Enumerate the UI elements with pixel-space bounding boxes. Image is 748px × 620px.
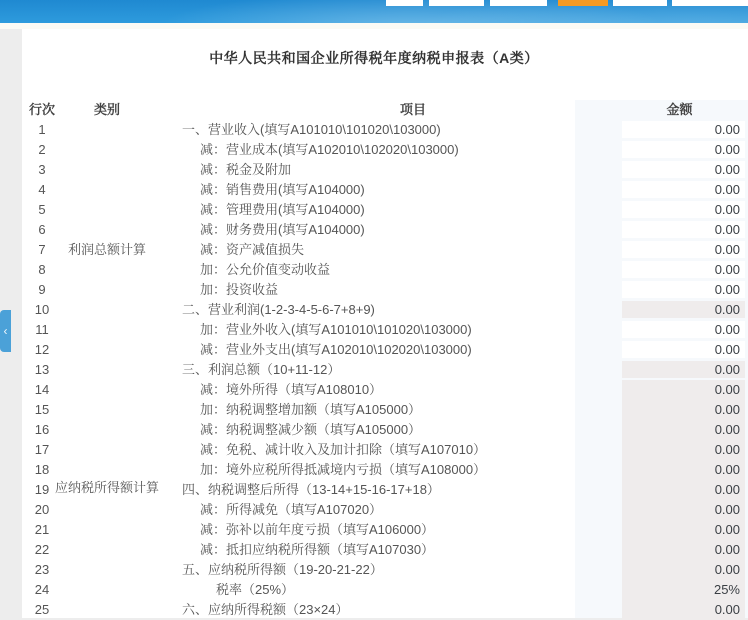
- table-row: [0, 300, 748, 320]
- row-number: 24: [34, 582, 50, 597]
- amount-input[interactable]: 0.00: [622, 261, 745, 278]
- item-label: 减：境外所得（填写A108010）: [200, 382, 383, 397]
- table-row: [0, 340, 748, 360]
- amount-input[interactable]: 0.00: [622, 181, 745, 198]
- table-row: [0, 360, 748, 380]
- category-label-taxable-income: 应纳税所得额计算: [54, 480, 159, 495]
- table-row: [0, 580, 748, 600]
- table-row: [0, 540, 748, 560]
- table-row: [0, 380, 748, 400]
- row-number: 16: [34, 422, 50, 437]
- amount-readonly: 0.00: [622, 361, 745, 378]
- top-tab[interactable]: [613, 0, 667, 6]
- item-label: 加：境外应税所得抵减境内亏损（填写A108000）: [200, 462, 487, 477]
- table-row: [0, 280, 748, 300]
- row-number: 6: [38, 222, 46, 237]
- row-number: 17: [34, 442, 50, 457]
- item-label: 一、营业收入(填写A101010\101020\103000): [182, 122, 441, 137]
- item-label: 减：营业外支出(填写A102010\102020\103000): [200, 342, 472, 357]
- table-row: [0, 260, 748, 280]
- item-label: 减：销售费用(填写A104000): [200, 182, 365, 197]
- amount-readonly: 25%: [622, 580, 745, 600]
- row-number: 5: [38, 202, 46, 217]
- item-label: 六、应纳所得税额（23×24）: [182, 602, 349, 617]
- table-row: [0, 120, 748, 140]
- amount-readonly: 0.00: [622, 500, 745, 520]
- table-row: [0, 460, 748, 480]
- amount-input[interactable]: 0.00: [622, 201, 745, 218]
- amount-readonly: 0.00: [622, 420, 745, 440]
- amount-input[interactable]: 0.00: [622, 141, 745, 158]
- amount-readonly: 0.00: [622, 600, 745, 620]
- row-number: 19: [34, 482, 50, 497]
- row-number: 8: [38, 262, 46, 277]
- item-label: 二、营业利润(1-2-3-4-5-6-7+8+9): [182, 302, 375, 317]
- table-row: [0, 560, 748, 580]
- table-row: [0, 400, 748, 420]
- header-amount: 金额: [666, 102, 693, 117]
- chevron-left-icon: ‹: [3, 324, 8, 338]
- item-label: 减：纳税调整减少额（填写A105000）: [200, 422, 422, 437]
- row-number: 22: [34, 542, 50, 557]
- row-number: 13: [34, 362, 50, 377]
- amount-input[interactable]: 0.00: [622, 221, 745, 238]
- page-title: 中华人民共和国企业所得税年度纳税申报表（A类）: [209, 50, 539, 66]
- item-label: 三、利润总额（10+11-12）: [182, 362, 341, 377]
- row-number: 7: [38, 242, 46, 257]
- header-row-no: 行次: [28, 102, 55, 117]
- amount-readonly: 0.00: [622, 440, 745, 460]
- row-number: 25: [34, 602, 50, 617]
- top-tab[interactable]: [490, 0, 547, 6]
- item-label: 税率（25%）: [216, 582, 295, 597]
- amount-readonly: 0.00: [622, 301, 745, 318]
- header-item: 项目: [399, 102, 426, 117]
- item-label: 减：抵扣应纳税所得额（填写A107030）: [200, 542, 435, 557]
- amount-readonly: 0.00: [622, 460, 745, 480]
- row-number: 1: [38, 122, 46, 137]
- table-row: [0, 600, 748, 620]
- category-label-profit-total: 利润总额计算: [67, 242, 146, 257]
- item-label: 减：弥补以前年度亏损（填写A106000）: [200, 522, 435, 537]
- top-tab[interactable]: [386, 0, 423, 6]
- amount-input[interactable]: 0.00: [622, 241, 745, 258]
- top-tab[interactable]: [672, 0, 748, 6]
- table-row: [0, 500, 748, 520]
- top-tabbar: [0, 0, 748, 7]
- item-label: 减：管理费用(填写A104000): [200, 202, 365, 217]
- amount-readonly: 0.00: [622, 400, 745, 420]
- table-header-row: [0, 100, 748, 120]
- top-tab-active[interactable]: [558, 0, 608, 6]
- row-number: 18: [34, 462, 50, 477]
- table-row: [0, 320, 748, 340]
- item-label: 减：营业成本(填写A102010\102020\103000): [200, 142, 459, 157]
- table-row: [0, 160, 748, 180]
- item-label: 减：财务费用(填写A104000): [200, 222, 365, 237]
- item-label: 减：资产减值损失: [200, 242, 305, 257]
- amount-input[interactable]: 0.00: [622, 121, 745, 138]
- item-label: 加：公允价值变动收益: [200, 262, 331, 277]
- amount-input[interactable]: 0.00: [622, 321, 745, 338]
- row-number: 14: [34, 382, 50, 397]
- item-label: 减：所得减免（填写A107020）: [200, 502, 383, 517]
- table-row: [0, 520, 748, 540]
- amount-input[interactable]: 0.00: [622, 281, 745, 298]
- item-label: 加：营业外收入(填写A101010\101020\103000): [200, 322, 472, 337]
- row-number: 3: [38, 162, 46, 177]
- row-number: 15: [34, 402, 50, 417]
- row-number: 2: [38, 142, 46, 157]
- top-banner: [0, 0, 748, 23]
- row-number: 11: [35, 322, 49, 337]
- header-category: 类别: [93, 102, 120, 117]
- row-number: 10: [34, 302, 50, 317]
- item-label: 四、纳税调整后所得（13-14+15-16-17+18）: [182, 482, 440, 497]
- row-number: 12: [34, 342, 50, 357]
- table-row: [0, 420, 748, 440]
- row-number: 9: [38, 282, 46, 297]
- item-label: 减：税金及附加: [200, 162, 292, 177]
- row-number: 21: [34, 522, 50, 537]
- amount-readonly: 0.00: [622, 380, 745, 400]
- amount-readonly: 0.00: [622, 560, 745, 580]
- amount-readonly: 0.00: [622, 540, 745, 560]
- amount-readonly: 0.00: [622, 480, 745, 500]
- table-row: [0, 140, 748, 160]
- item-label: 加：投资收益: [200, 282, 279, 297]
- table-row: [0, 180, 748, 200]
- item-label: 加：纳税调整增加额（填写A105000）: [200, 402, 422, 417]
- row-number: 20: [34, 502, 50, 517]
- top-tab[interactable]: [429, 0, 484, 6]
- amount-input[interactable]: 0.00: [622, 161, 745, 178]
- row-number: 23: [34, 562, 50, 577]
- table-row: [0, 440, 748, 460]
- table-row: [0, 220, 748, 240]
- row-number: 4: [38, 182, 46, 197]
- table-row: [0, 200, 748, 220]
- amount-input[interactable]: 0.00: [622, 341, 745, 358]
- item-label: 五、应纳税所得额（19-20-21-22）: [182, 562, 383, 577]
- amount-readonly: 0.00: [622, 520, 745, 540]
- item-label: 减：免税、减计收入及加计扣除（填写A107010）: [200, 442, 487, 457]
